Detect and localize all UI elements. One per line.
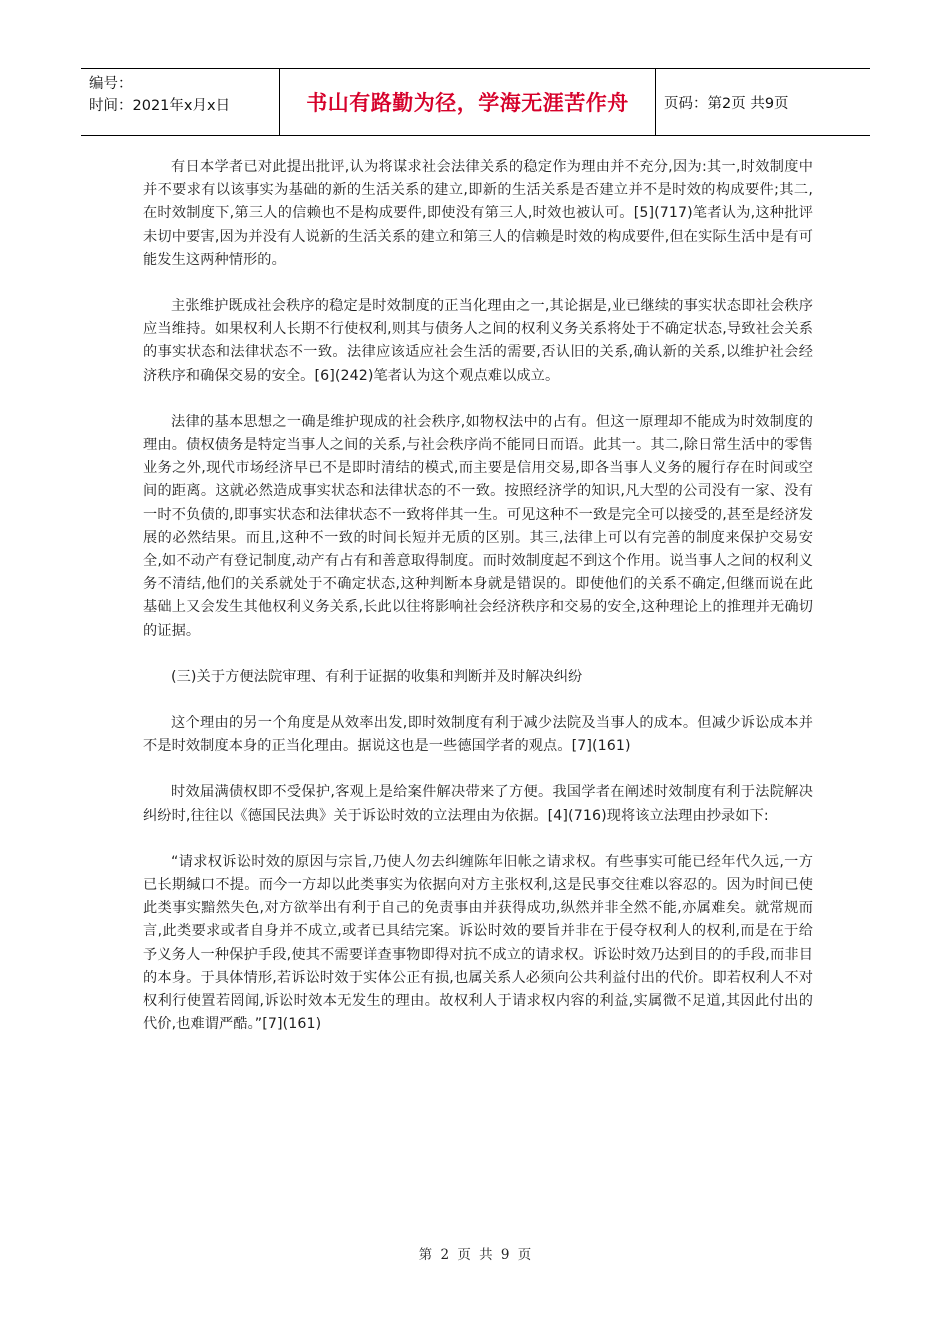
paragraph-3: 法律的基本思想之一确是维护现成的社会秩序,如物权法中的占有。但这一原理却不能成为时效制度的理由。债权债务是特定当事人之间的关系,与社会秩序尚不能同日而语。此其一。其二,除日常生活中的零售业务之外,现代市场经济早已不是即时清结的模式,而主要是信用交易,即各当事人义务的履行存在时间或空间的距离。这就必然造成事实状态和法律状态的不一致。按照经济学的知识,凡大型的公司没有一家、没有一时不负债的,即事实状态和法律状态不一致将伴其一生。可见这种不一致是完全可以接受的,甚至是经济发展的必然结果。而且,这种不一致的时间长短并无质的区别。其三,法律上可以有完善的制度来保护交易安全,如不动产有登记制度,动产有占有和善意取得制度。而时效制度起不到这个作用。说当事人之间的权利义务不清结,他们的关系就处于不确定状态,这种判断本身就是错误的。即使他们的关系不确定,但继而说在此基础上又会发生其他权利义务关系,长此以往将影响社会经济秩序和交易的安全,这种理论上的推理并无确切的证据。	[143, 413, 813, 639]
serial-number-label: 编号：	[89, 76, 133, 92]
paragraph-2: 主张维护既成社会秩序的稳定是时效制度的正当化理由之一,其论据是,业已继续的事实状态即社会秩序应当维持。如果权利人长期不行使权利,则其与债务人之间的权利义务关系将处于不确定状态,导致社会关系的事实状态和法律状态不一致。法律应该适应社会生活的需要,否认旧的关系,确认新的关系,以维护社会经济秩序和确保交易的安全。[6](242)笔者认为这个观点难以成立。	[143, 298, 813, 384]
quotation-paragraph: “请求权诉讼时效的原因与宗旨,乃使人勿去纠缠陈年旧帐之请求权。有些事实可能已经年代久远,一方已长期缄口不提。而今一方却以此类事实为依据向对方主张权利,这是民事交往难以容忍的。因为时间已使此类事实黯然失色,对方欲举出有利于自己的免责事由并获得成功,纵然并非全然不能,亦属难矣。就常规而言,此类要求或者自身并不成立,或者已具结完案。诉讼时效的要旨并非在于侵夺权利人的权利,而是在于给予义务人一种保护手段,使其不需要详查事物即得对抗不成立的请求权。诉讼时效乃达到目的的手段,而非目的本身。于具体情形,若诉讼时效于实体公正有损,也属关系人必须向公共利益付出的代价。即若权利人不对权利行使置若罔闻,诉讼时效本无发生的理由。故权利人于请求权内容的利益,实属微不足道,其因此付出的代价,也难谓严酷。”[7](161)	[143, 853, 813, 1033]
section-heading: (三)关于方便法院审理、有利于证据的收集和判断并及时解决纠纷	[171, 668, 583, 685]
header-motto: 书山有路勤为径，学海无涯苦作舟	[280, 69, 656, 135]
page-footer: 第 2 页 共 9 页	[418, 1247, 532, 1263]
paragraph-1: 有日本学者已对此提出批评,认为将谋求社会法律关系的稳定作为理由并不充分,因为:其一,时效制度中并不要求有以该事实为基础的新的生活关系的建立,即新的生活关系是否建立并不是时效的构成要件;其二,在时效制度下,第三人的信赖也不是构成要件,即使没有第三人,时效也被认可。[5](717)笔者认为,这种批评未切中要害,因为并没有人说新的生活关系的建立和第三人的信赖是时效的构成要件,但在实际生活中是有可能发生这两种情形的。	[143, 159, 813, 268]
document-body	[143, 156, 813, 1060]
paragraph-5: 时效届满债权即不受保护,客观上是给案件解决带来了方便。我国学者在阐述时效制度有利于法院解决纠纷时,往往以《德国民法典》关于诉讼时效的立法理由为依据。[4](716)现将该立法理由抄录如下:	[143, 784, 813, 824]
paragraph-4: 这个理由的另一个角度是从效率出发,即时效制度有利于减少法院及当事人的成本。但减少诉讼成本并不是时效制度本身的正当化理由。据说这也是一些德国学者的观点。[7](161)	[143, 715, 813, 755]
time-label: 时间：2021年x月x日	[89, 98, 231, 114]
page-header	[81, 68, 870, 136]
header-page-info: 页码：第2页 共9页	[664, 95, 789, 112]
header-meta-cell	[81, 69, 280, 135]
